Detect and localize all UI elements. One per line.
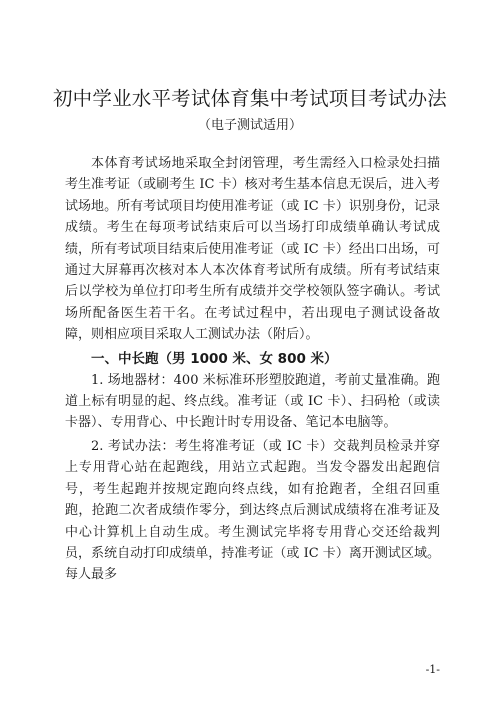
venue-equipment-paragraph: 1. 场地器材：400 米标准环形塑胶跑道，考前丈量准确。跑道上标有明显的起、终点线。准考证（或 IC 卡）、扫码枪（或读卡器）、专用背心、中长跑计时专用设备、笔记本电脑等。 xyxy=(65,372,440,431)
exam-method-paragraph: 2. 考试办法：考生将准考证（或 IC 卡）交裁判员检录并穿上专用背心站在起跑线，用站立式起跑。当发令器发出起跑信号，考生起跑并按规定跑向终点线，如有抢跑者，全组召回重跑，抢跑二次者成绩作零分，到达终点后测试成绩将在准考证及中心计算机上自动生成。考生测试完毕将专用背心交还给裁判员，系统自动打印成绩单，持准考证（或 IC 卡）离开测试区域。每人最多 xyxy=(65,438,440,583)
document-body xyxy=(65,153,440,586)
intro-paragraph: 本体育考试场地采取全封闭管理，考生需经入口检录处扫描考生准考证（或刷考生 IC 卡）核对考生基本信息无误后，进入考试场地。所有考试项目均使用准考证（或 IC 卡）识别身份，记录成绩。考生在每项考试结束后可以当场打印成绩单确认考试成绩，所有考试项目结束后使用准考证（或 IC 卡）经出口出场，可通过大屏幕再次核对本人本次体育考试所有成绩。所有考试结束后以学校为单位打印考生所有成绩并交学校领队签字确认。考试场所配备医生若干名。在考试过程中，若出现电子测试设备故障，则相应项目采取人工测试办法（附后）。 xyxy=(65,156,440,343)
section-heading-middle-distance-run: 一、中长跑（男 1000 米、女 800 米） xyxy=(91,350,338,367)
document-subtitle: （电子测试适用） xyxy=(197,118,302,133)
page-number: -1- xyxy=(425,663,440,676)
document-title: 初中学业水平考试体育集中考试项目考试办法 xyxy=(52,87,447,110)
